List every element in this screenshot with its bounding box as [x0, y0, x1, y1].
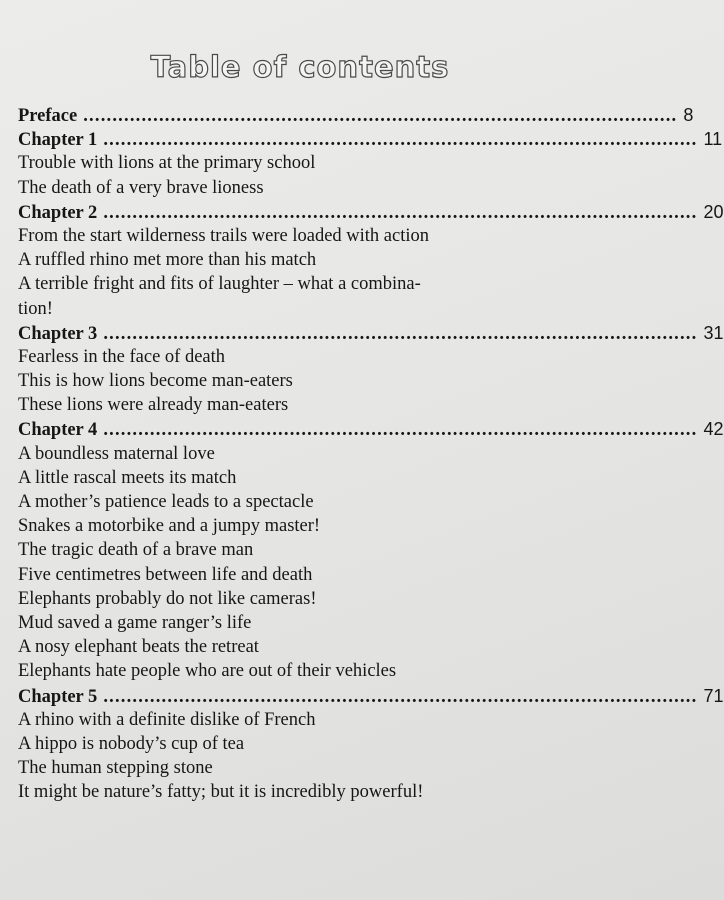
toc-story-title: A rhino with a definite dislike of French [18, 709, 316, 730]
toc-story-title: Snakes a motorbike and a jumpy master! [18, 516, 321, 537]
page-number: 20 [703, 201, 724, 222]
page-number: 42 [703, 419, 724, 440]
toc-story-title: It might be nature’s fatty; but it is incredibly powerful! [18, 782, 424, 803]
toc-chapter-row [18, 417, 724, 441]
chapter-title: Chapter 4 [18, 420, 98, 441]
toc-story-title: A mother’s patience leads to a spectacle [18, 492, 314, 512]
toc-story-title: Trouble with lions at the primary school [18, 153, 316, 174]
toc-story-title: This is how lions become man-eaters [18, 371, 293, 392]
page-number: 71 [703, 685, 724, 706]
toc-story-title: Elephants hate people who are out of their vehicles [18, 661, 397, 682]
chapter-title: Preface [18, 106, 78, 126]
toc-story-title: A boundless maternal love [18, 443, 215, 464]
toc-story-title: These lions were already man-eaters [18, 395, 289, 416]
page-number: 31 [703, 322, 724, 343]
toc-story-title: A terrible fright and fits of laughter – what a combina- [18, 274, 421, 295]
toc-chapter-row [18, 321, 724, 345]
dot-leader: ...................................................................................................... [103, 323, 698, 344]
toc-chapter-row [18, 127, 723, 151]
dot-leader: ...................................................................................................... [103, 202, 698, 223]
table-of-contents [18, 103, 724, 804]
toc-story-title: A ruffled rhino met more than his match [18, 250, 317, 271]
chapter-title: Chapter 3 [18, 323, 98, 344]
toc-story-title: The tragic death of a brave man [18, 540, 254, 561]
toc-chapter-row [18, 684, 724, 708]
chapter-title: Chapter 5 [18, 686, 98, 707]
toc-story-title: A nosy elephant beats the retreat [18, 637, 259, 658]
toc-story-title: The death of a very brave lioness [18, 177, 264, 198]
toc-story-title: Five centimetres between life and death [18, 564, 313, 585]
toc-story-title: tion! [18, 298, 53, 319]
toc-story-title: Elephants probably do not like cameras! [18, 588, 317, 609]
page-title: Table of contents [150, 50, 450, 84]
page-number: 8 [683, 105, 694, 125]
toc-chapter-row [18, 200, 724, 224]
dot-leader: ...................................................................................................... [103, 686, 698, 707]
chapter-title: Chapter 1 [18, 130, 98, 151]
toc-story-title: A hippo is nobody’s cup of tea [18, 733, 245, 754]
toc-story-title: Mud saved a game ranger’s life [18, 612, 252, 633]
toc-chapter-row [18, 103, 694, 127]
chapter-title: Chapter 2 [18, 202, 98, 223]
dot-leader: ...................................................................................................... [103, 130, 698, 151]
page-number: 11 [703, 129, 723, 150]
toc-story-title: A little rascal meets its match [18, 467, 237, 488]
toc-story-title: From the start wilderness trails were loaded with action [18, 225, 430, 246]
dot-leader: ...................................................................................................... [83, 106, 678, 126]
toc-story-title: The human stepping stone [18, 758, 213, 779]
toc-story-title: Fearless in the face of death [18, 346, 226, 367]
dot-leader: ...................................................................................................... [103, 420, 698, 441]
